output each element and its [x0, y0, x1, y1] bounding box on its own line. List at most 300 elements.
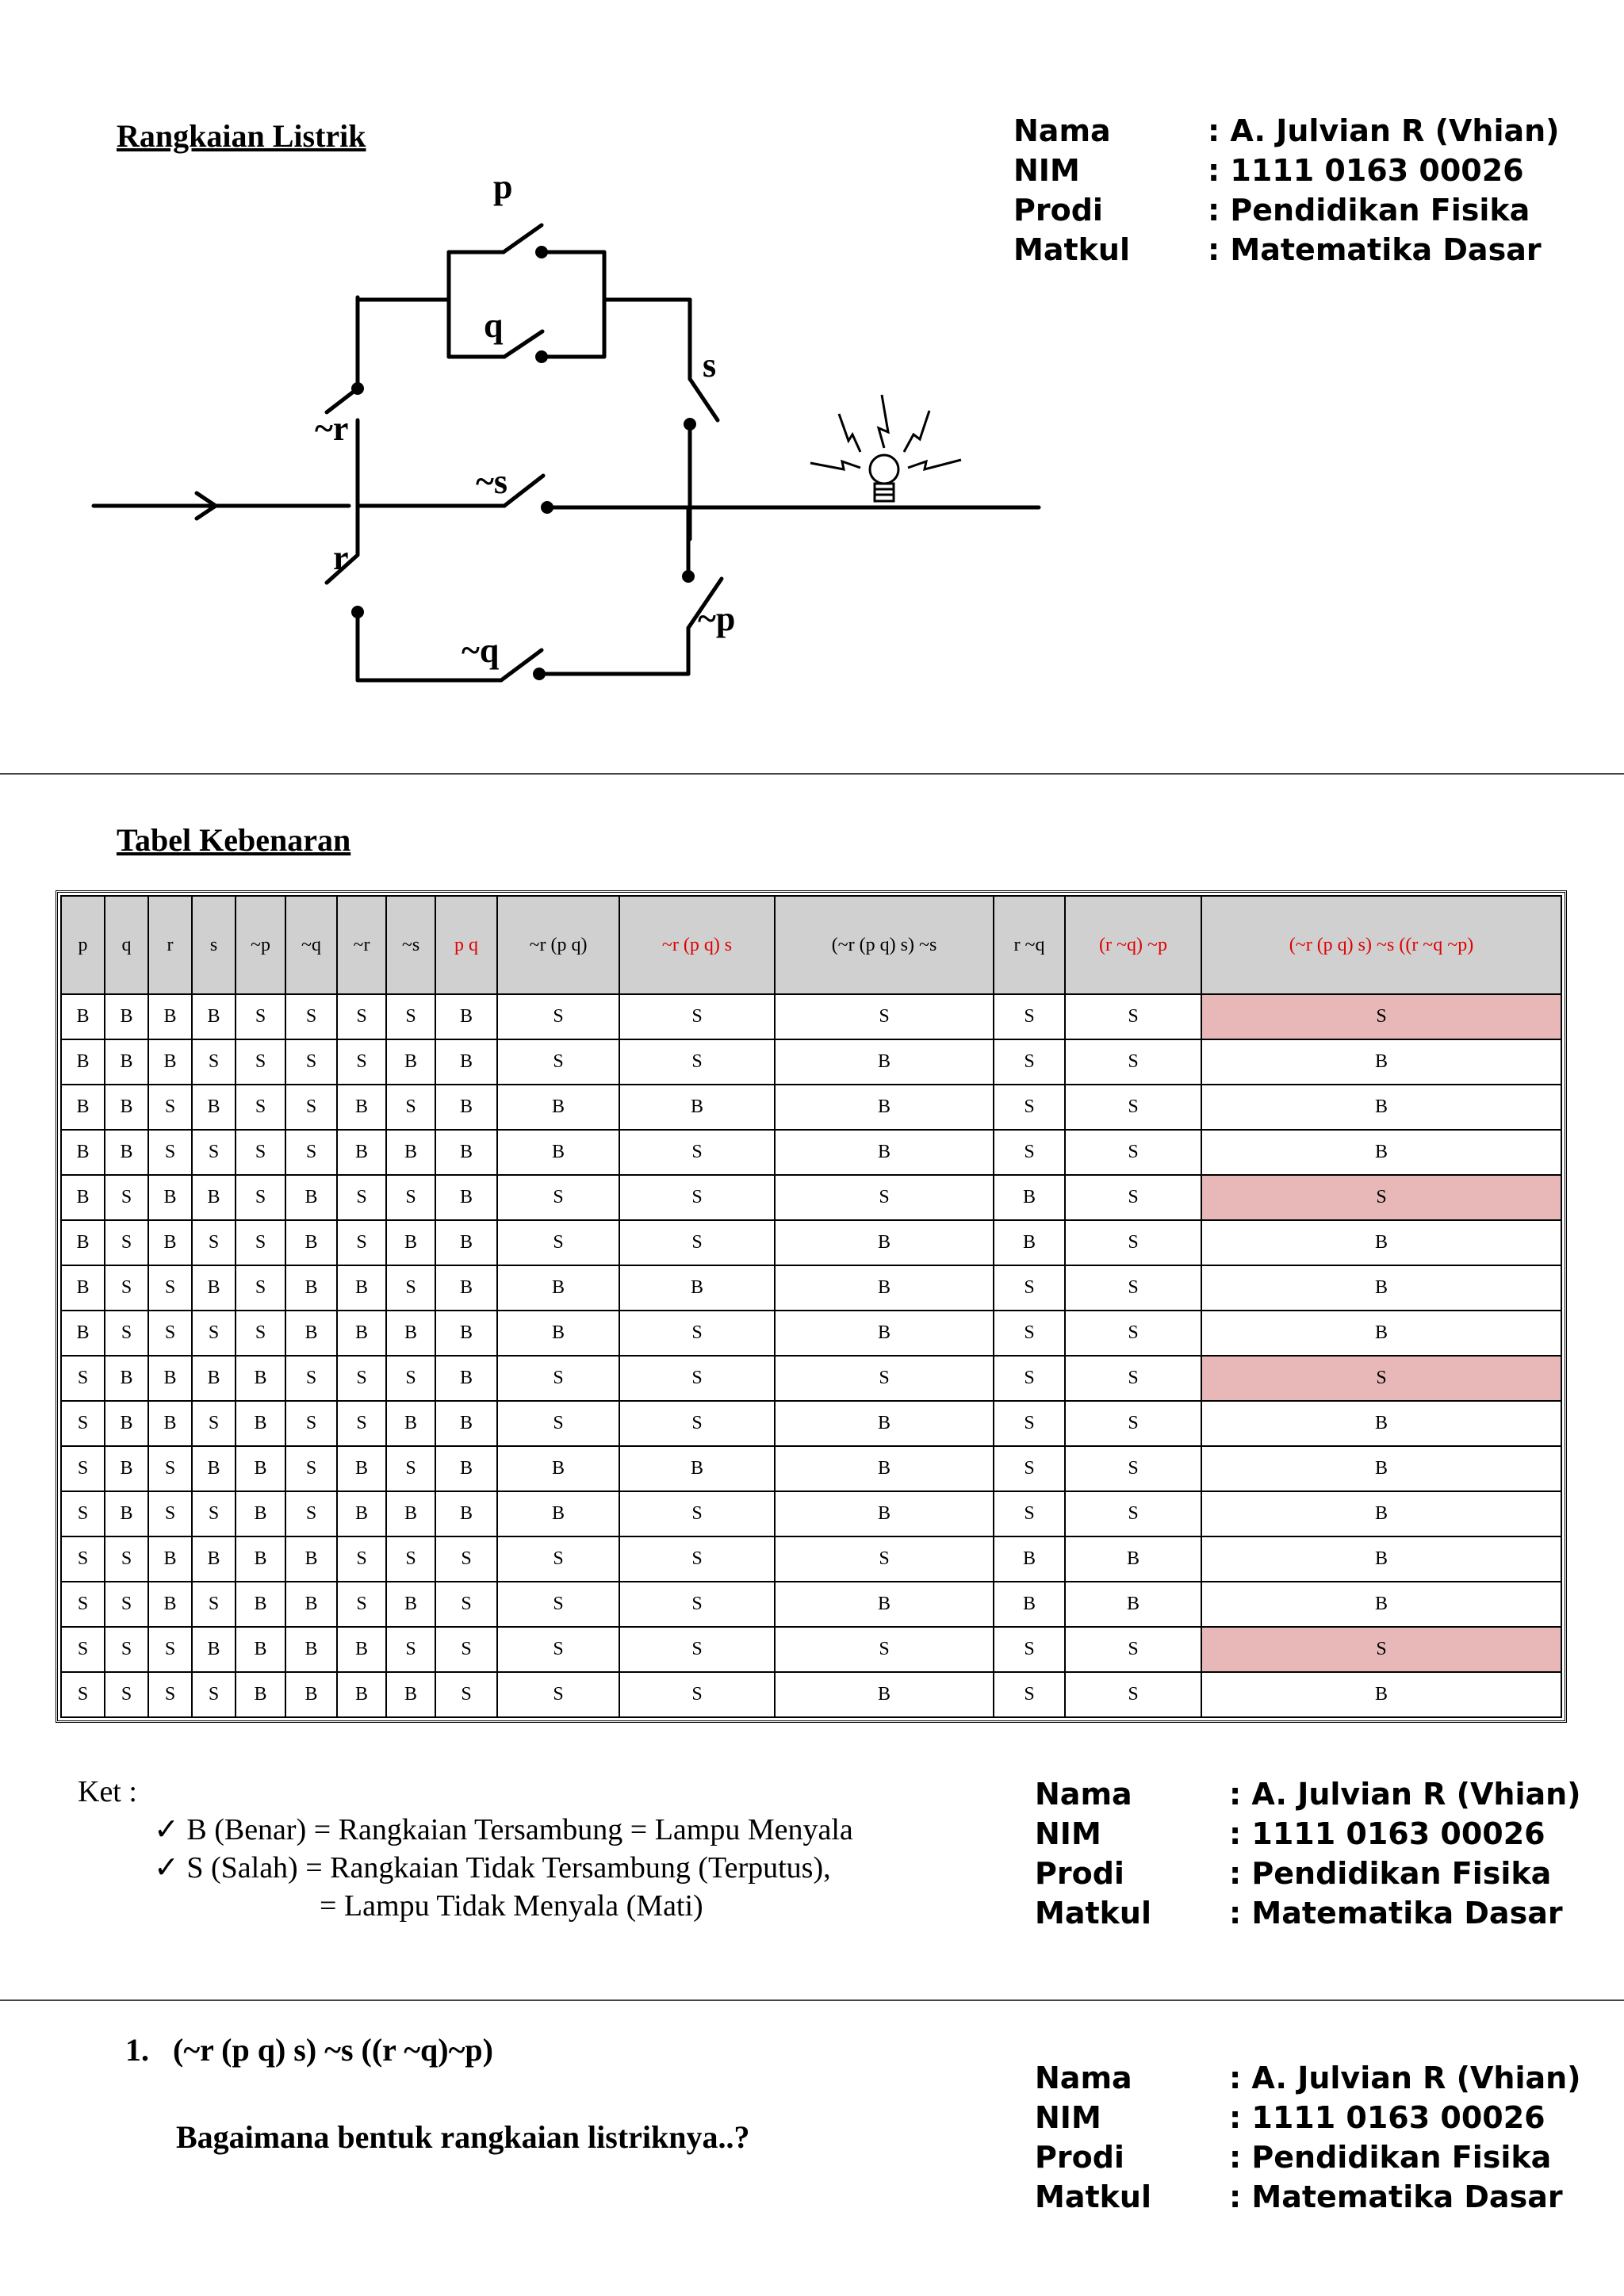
table-cell: S — [775, 994, 994, 1039]
table-cell: B — [236, 1446, 285, 1491]
table-cell: B — [337, 1311, 386, 1356]
table-cell: S — [497, 1536, 619, 1582]
table-cell: S — [1065, 1356, 1201, 1401]
table-cell: S — [192, 1311, 236, 1356]
table-cell: B — [285, 1311, 337, 1356]
table-cell: S — [285, 1401, 337, 1446]
legend — [78, 1773, 853, 1925]
table-cell: S — [148, 1311, 192, 1356]
table-cell: B — [192, 1356, 236, 1401]
table-cell: S — [1065, 1446, 1201, 1491]
table-cell: B — [497, 1491, 619, 1536]
table-cell: S — [1065, 1265, 1201, 1311]
table-cell: B — [994, 1536, 1065, 1582]
table-cell: B — [435, 1446, 497, 1491]
table-cell: B — [775, 1491, 994, 1536]
check-icon: ✓ — [154, 1851, 179, 1885]
table-cell: S — [61, 1536, 105, 1582]
table-cell: S — [192, 1672, 236, 1717]
truth-table-title: Tabel Kebenaran — [117, 822, 351, 858]
table-cell: S — [1065, 1220, 1201, 1265]
matkul-label: Matkul — [1013, 232, 1130, 267]
table-cell: B — [61, 1039, 105, 1085]
prodi-label: Prodi — [1035, 2140, 1124, 2175]
matkul-value: : Matematika Dasar — [1229, 1896, 1563, 1931]
table-cell: S — [1065, 1401, 1201, 1446]
table-cell: S — [105, 1175, 148, 1220]
prodi-label: Prodi — [1035, 1856, 1124, 1891]
label-r: r — [333, 538, 349, 577]
table-cell: S — [337, 1039, 386, 1085]
nama-label: Nama — [1013, 113, 1111, 148]
table-cell: B — [1201, 1220, 1561, 1265]
table-header-cell: ~r — [337, 896, 386, 994]
table-cell: S — [105, 1220, 148, 1265]
legend-line-3: = Lampu Tidak Menyala (Mati) — [320, 1889, 703, 1923]
label-not-q: ~q — [462, 631, 500, 670]
table-row — [61, 1265, 1561, 1311]
table-cell: B — [386, 1311, 435, 1356]
table-cell: S — [337, 1356, 386, 1401]
table-header-cell: p — [61, 896, 105, 994]
table-cell: B — [285, 1672, 337, 1717]
table-cell: S — [285, 1039, 337, 1085]
table-cell: S — [497, 994, 619, 1039]
table-cell: B — [435, 994, 497, 1039]
table-cell: S — [337, 1401, 386, 1446]
table-cell: B — [285, 1175, 337, 1220]
table-cell: S — [497, 1175, 619, 1220]
table-cell: S — [1201, 1356, 1561, 1401]
table-header-cell: r — [148, 896, 192, 994]
table-cell: B — [192, 1627, 236, 1672]
table-cell: S — [285, 1446, 337, 1491]
table-cell: S — [994, 1311, 1065, 1356]
table-cell: S — [1065, 1311, 1201, 1356]
nim-value: : 1111 0163 00026 — [1229, 1816, 1545, 1851]
table-cell: S — [386, 1356, 435, 1401]
table-cell: B — [1201, 1491, 1561, 1536]
table-cell: B — [192, 1085, 236, 1130]
table-cell: B — [285, 1536, 337, 1582]
table-cell: S — [61, 1582, 105, 1627]
table-cell: S — [994, 1446, 1065, 1491]
table-cell: B — [386, 1582, 435, 1627]
table-cell: S — [337, 1582, 386, 1627]
nama-value: : A. Julvian R (Vhian) — [1229, 2061, 1581, 2095]
table-cell: B — [337, 1672, 386, 1717]
prodi-value: : Pendidikan Fisika — [1229, 2140, 1552, 2175]
table-cell: S — [386, 1265, 435, 1311]
table-cell: B — [1201, 1265, 1561, 1311]
table-cell: B — [192, 1536, 236, 1582]
table-cell: B — [994, 1582, 1065, 1627]
table-cell: S — [1065, 1130, 1201, 1175]
table-cell: B — [497, 1085, 619, 1130]
table-cell: B — [61, 1265, 105, 1311]
table-cell: B — [61, 1085, 105, 1130]
table-cell: S — [619, 1536, 775, 1582]
table-cell: S — [497, 1401, 619, 1446]
table-cell: B — [61, 1220, 105, 1265]
circuit-diagram — [0, 0, 1110, 714]
legend-line-2: S (Salah) = Rangkaian Tidak Tersambung (Terputus), — [186, 1851, 831, 1885]
table-cell: B — [236, 1356, 285, 1401]
table-header-cell: (~r (p q) s) ~s — [775, 896, 994, 994]
table-row — [61, 1672, 1561, 1717]
table-row — [61, 1130, 1561, 1175]
table-cell: B — [105, 1130, 148, 1175]
label-q: q — [484, 306, 504, 345]
table-cell: B — [1201, 1401, 1561, 1446]
table-row — [61, 1356, 1561, 1401]
table-cell: B — [148, 1536, 192, 1582]
table-cell: B — [1201, 1536, 1561, 1582]
table-cell: S — [148, 1265, 192, 1311]
table-cell: B — [236, 1491, 285, 1536]
table-cell: B — [1201, 1446, 1561, 1491]
table-cell: S — [148, 1627, 192, 1672]
divider-2 — [0, 1999, 1624, 2001]
table-cell: B — [1201, 1311, 1561, 1356]
legend-line-1: B (Benar) = Rangkaian Tersambung = Lampu Menyala — [186, 1813, 853, 1846]
table-cell: S — [337, 1536, 386, 1582]
table-cell: S — [435, 1536, 497, 1582]
table-cell: S — [236, 1039, 285, 1085]
table-cell: B — [435, 1265, 497, 1311]
divider-1 — [0, 773, 1624, 775]
table-cell: S — [386, 1446, 435, 1491]
table-cell: B — [105, 1085, 148, 1130]
table-cell: S — [994, 1491, 1065, 1536]
table-cell: B — [285, 1582, 337, 1627]
table-cell: B — [775, 1446, 994, 1491]
table-cell: S — [619, 1672, 775, 1717]
table-cell: S — [105, 1265, 148, 1311]
matkul-label: Matkul — [1035, 1896, 1151, 1931]
table-cell: B — [192, 994, 236, 1039]
table-cell: B — [1201, 1672, 1561, 1717]
table-cell: B — [105, 1039, 148, 1085]
lamp-icon — [810, 395, 961, 501]
table-header-cell: ~p — [236, 896, 285, 994]
table-cell: S — [1065, 994, 1201, 1039]
table-cell: S — [994, 1039, 1065, 1085]
table-row — [61, 1175, 1561, 1220]
table-header-cell: (r ~q) ~p — [1065, 896, 1201, 994]
table-row — [61, 1039, 1561, 1085]
table-cell: S — [619, 1039, 775, 1085]
matkul-value: : Matematika Dasar — [1208, 232, 1542, 267]
table-cell: S — [337, 1220, 386, 1265]
table-cell: B — [236, 1582, 285, 1627]
table-row — [61, 1311, 1561, 1356]
table-cell: S — [497, 1627, 619, 1672]
table-cell: S — [619, 1401, 775, 1446]
table-cell: S — [435, 1582, 497, 1627]
table-cell: B — [994, 1220, 1065, 1265]
nim-label: NIM — [1035, 2100, 1101, 2135]
table-cell: B — [775, 1085, 994, 1130]
table-cell: B — [61, 1130, 105, 1175]
nama-label: Nama — [1035, 2061, 1132, 2095]
table-cell: B — [619, 1265, 775, 1311]
table-cell: S — [619, 1356, 775, 1401]
table-cell: S — [1065, 1085, 1201, 1130]
table-cell: B — [386, 1401, 435, 1446]
table-cell: S — [105, 1536, 148, 1582]
table-cell: S — [148, 1491, 192, 1536]
table-cell: B — [386, 1130, 435, 1175]
table-cell: S — [619, 1627, 775, 1672]
table-cell: S — [285, 1085, 337, 1130]
table-cell: S — [775, 1175, 994, 1220]
table-cell: S — [61, 1356, 105, 1401]
table-cell: S — [236, 1085, 285, 1130]
table-cell: B — [148, 1220, 192, 1265]
table-cell: B — [619, 1085, 775, 1130]
table-cell: S — [285, 1491, 337, 1536]
table-cell: B — [337, 1627, 386, 1672]
nim-value: : 1111 0163 00026 — [1208, 153, 1524, 188]
table-row — [61, 1401, 1561, 1446]
table-cell: B — [435, 1220, 497, 1265]
prodi-value: : Pendidikan Fisika — [1229, 1856, 1552, 1891]
table-cell: B — [1201, 1039, 1561, 1085]
table-cell: S — [61, 1672, 105, 1717]
table-cell: B — [61, 994, 105, 1039]
table-cell: B — [105, 1401, 148, 1446]
table-cell: B — [285, 1265, 337, 1311]
nim-label: NIM — [1035, 1816, 1101, 1851]
table-cell: S — [994, 1627, 1065, 1672]
table-cell: B — [337, 1265, 386, 1311]
table-cell: S — [386, 1627, 435, 1672]
table-cell: B — [105, 1446, 148, 1491]
prodi-value: : Pendidikan Fisika — [1208, 193, 1530, 228]
table-header-cell: ~r (p q) — [497, 896, 619, 994]
table-cell: B — [105, 1356, 148, 1401]
table-cell: B — [337, 1446, 386, 1491]
table-row — [61, 1446, 1561, 1491]
table-cell: B — [337, 1085, 386, 1130]
table-cell: S — [1201, 1175, 1561, 1220]
table-row — [61, 1536, 1561, 1582]
table-row — [61, 1582, 1561, 1627]
table-cell: B — [497, 1265, 619, 1311]
matkul-label: Matkul — [1035, 2179, 1151, 2214]
table-cell: S — [435, 1672, 497, 1717]
table-cell: B — [192, 1265, 236, 1311]
check-icon: ✓ — [154, 1813, 179, 1846]
table-cell: S — [285, 1356, 337, 1401]
table-cell: B — [285, 1627, 337, 1672]
table-cell: S — [619, 1311, 775, 1356]
table-cell: S — [497, 1356, 619, 1401]
table-cell: S — [105, 1311, 148, 1356]
table-header-cell: q — [105, 896, 148, 994]
table-cell: B — [775, 1401, 994, 1446]
table-cell: S — [994, 1672, 1065, 1717]
table-cell: S — [61, 1491, 105, 1536]
matkul-value: : Matematika Dasar — [1229, 2179, 1563, 2214]
table-cell: S — [148, 1130, 192, 1175]
table-cell: S — [1065, 1627, 1201, 1672]
table-cell: S — [619, 994, 775, 1039]
table-cell: S — [61, 1401, 105, 1446]
nim-value: : 1111 0163 00026 — [1229, 2100, 1545, 2135]
table-cell: B — [148, 1175, 192, 1220]
table-cell: S — [61, 1446, 105, 1491]
table-cell: S — [236, 1265, 285, 1311]
table-cell: B — [285, 1220, 337, 1265]
table-cell: B — [994, 1175, 1065, 1220]
table-row — [61, 1491, 1561, 1536]
table-cell: B — [775, 1672, 994, 1717]
table-cell: B — [775, 1039, 994, 1085]
table-cell: S — [61, 1627, 105, 1672]
nama-value: : A. Julvian R (Vhian) — [1208, 113, 1560, 148]
table-cell: S — [236, 1130, 285, 1175]
table-cell: S — [775, 1536, 994, 1582]
table-cell: S — [619, 1582, 775, 1627]
table-header-cell: p q — [435, 896, 497, 994]
table-cell: S — [148, 1446, 192, 1491]
table-cell: B — [497, 1311, 619, 1356]
table-cell: B — [435, 1175, 497, 1220]
nama-label: Nama — [1035, 1777, 1132, 1812]
table-cell: S — [994, 1085, 1065, 1130]
table-cell: S — [148, 1672, 192, 1717]
question-formula — [125, 2031, 493, 2068]
nim-label: NIM — [1013, 153, 1080, 188]
table-header-cell: (~r (p q) s) ~s ((r ~q ~p) — [1201, 896, 1561, 994]
student-info-bottom — [1035, 2058, 1581, 2217]
table-cell: B — [435, 1085, 497, 1130]
table-cell: S — [1065, 1175, 1201, 1220]
table-cell: S — [386, 1536, 435, 1582]
table-cell: B — [775, 1220, 994, 1265]
table-cell: B — [386, 1220, 435, 1265]
table-cell: B — [1201, 1582, 1561, 1627]
table-cell: S — [994, 1265, 1065, 1311]
table-cell: B — [435, 1401, 497, 1446]
table-cell: S — [497, 1039, 619, 1085]
table-cell: B — [236, 1536, 285, 1582]
table-row — [61, 1085, 1561, 1130]
table-cell: S — [1201, 1627, 1561, 1672]
label-not-p: ~p — [698, 599, 736, 638]
table-cell: S — [192, 1582, 236, 1627]
table-cell: S — [994, 1401, 1065, 1446]
table-cell: S — [285, 1130, 337, 1175]
table-cell: S — [497, 1672, 619, 1717]
table-cell: S — [1201, 994, 1561, 1039]
table-cell: B — [337, 1491, 386, 1536]
table-cell: S — [192, 1130, 236, 1175]
table-header-cell: r ~q — [994, 896, 1065, 994]
table-cell: B — [775, 1311, 994, 1356]
table-cell: B — [337, 1130, 386, 1175]
table-cell: B — [386, 1672, 435, 1717]
table-cell: S — [1065, 1491, 1201, 1536]
table-cell: S — [994, 1130, 1065, 1175]
table-cell: S — [435, 1627, 497, 1672]
table-cell: B — [435, 1491, 497, 1536]
table-cell: S — [619, 1491, 775, 1536]
table-cell: S — [236, 1175, 285, 1220]
table-cell: S — [775, 1356, 994, 1401]
table-cell: B — [148, 1401, 192, 1446]
table-cell: S — [337, 1175, 386, 1220]
table-cell: B — [148, 1582, 192, 1627]
question-expression: (~r (p q) s) ~s ((r ~q)~p) — [173, 2032, 493, 2068]
table-cell: B — [386, 1491, 435, 1536]
table-header-cell: ~s — [386, 896, 435, 994]
label-not-r: ~r — [315, 409, 349, 448]
table-cell: S — [192, 1039, 236, 1085]
table-cell: S — [386, 1085, 435, 1130]
legend-title: Ket : — [78, 1775, 137, 1808]
table-cell: B — [1065, 1582, 1201, 1627]
prodi-label: Prodi — [1013, 193, 1103, 228]
table-cell: S — [497, 1582, 619, 1627]
table-cell: S — [619, 1175, 775, 1220]
question-prompt: Bagaimana bentuk rangkaian listriknya..? — [176, 2119, 750, 2155]
label-p: p — [493, 167, 513, 206]
table-cell: S — [105, 1627, 148, 1672]
table-cell: B — [1201, 1085, 1561, 1130]
table-cell: B — [192, 1446, 236, 1491]
table-row — [61, 994, 1561, 1039]
table-cell: B — [775, 1265, 994, 1311]
table-cell: S — [386, 994, 435, 1039]
table-header-cell: s — [192, 896, 236, 994]
table-cell: B — [61, 1175, 105, 1220]
table-cell: B — [192, 1175, 236, 1220]
table-cell: S — [994, 1356, 1065, 1401]
table-cell: S — [105, 1672, 148, 1717]
table-cell: B — [435, 1356, 497, 1401]
table-cell: S — [337, 994, 386, 1039]
table-cell: S — [148, 1085, 192, 1130]
table-cell: B — [1201, 1130, 1561, 1175]
table-header-cell: ~q — [285, 896, 337, 994]
table-cell: B — [236, 1401, 285, 1446]
table-cell: S — [497, 1220, 619, 1265]
table-cell: B — [775, 1582, 994, 1627]
table-cell: S — [285, 994, 337, 1039]
table-cell: B — [148, 1039, 192, 1085]
table-cell: S — [619, 1220, 775, 1265]
table-cell: B — [435, 1311, 497, 1356]
table-cell: B — [148, 994, 192, 1039]
table-cell: B — [619, 1446, 775, 1491]
table-cell: B — [105, 994, 148, 1039]
table-cell: B — [236, 1627, 285, 1672]
table-cell: B — [236, 1672, 285, 1717]
table-cell: S — [775, 1627, 994, 1672]
circuit-section-title: Rangkaian Listrik — [117, 118, 366, 154]
table-cell: B — [386, 1039, 435, 1085]
table-cell: S — [192, 1401, 236, 1446]
table-cell: S — [236, 1311, 285, 1356]
label-s: s — [703, 346, 717, 385]
table-cell: S — [994, 994, 1065, 1039]
table-row — [61, 1220, 1561, 1265]
nama-value: : A. Julvian R (Vhian) — [1229, 1777, 1581, 1812]
question-number: 1. — [125, 2032, 149, 2068]
